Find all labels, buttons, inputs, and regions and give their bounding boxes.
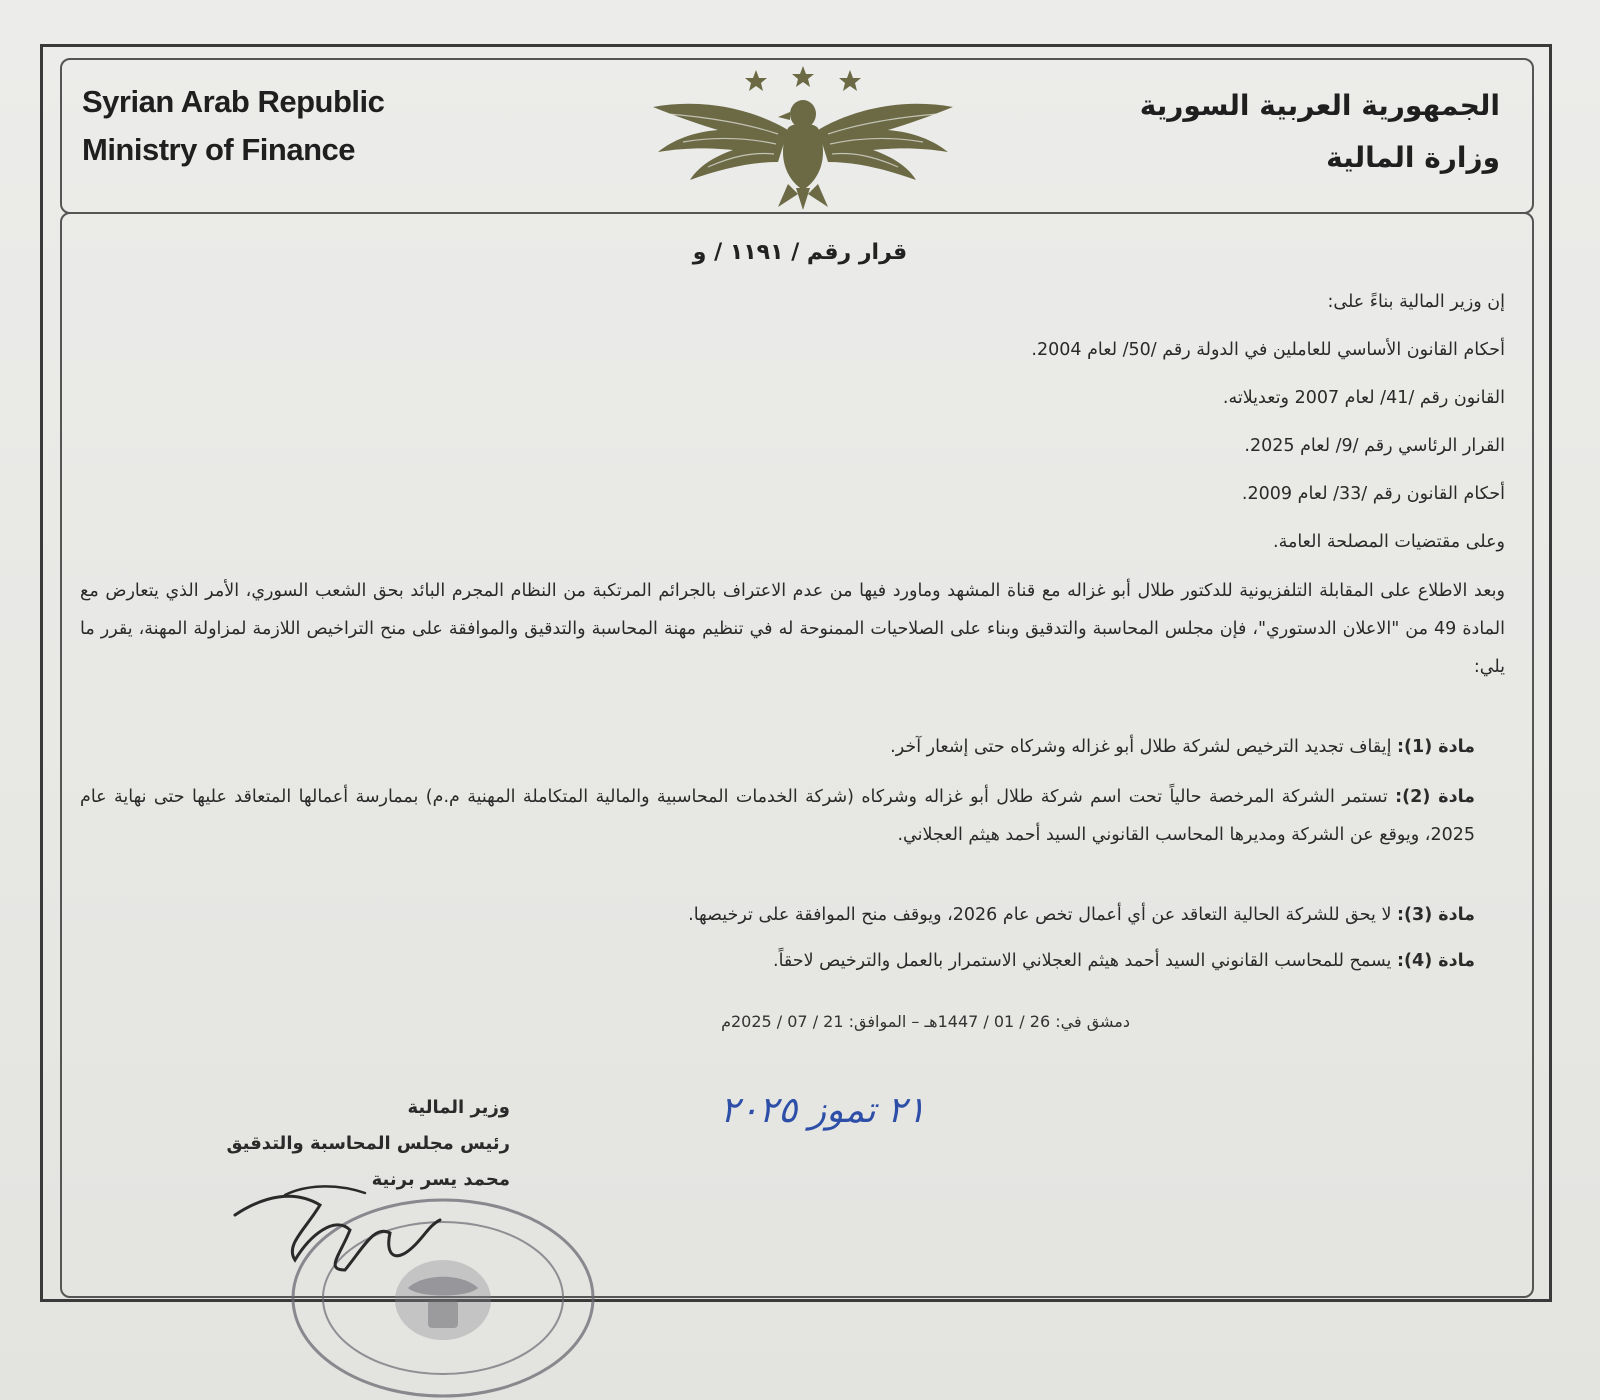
letterhead-arabic — [1140, 80, 1500, 184]
letterhead-english — [82, 78, 384, 174]
article-3 — [80, 896, 1475, 934]
preamble-paragraph: وبعد الاطلاع على المقابلة التلفزيونية للدكتور طلال أبو غزاله مع قناة المشهد وماورد فيها من عدم الاعتراف بالجرائم المرتكبة من النظام المجرم البائد بحق الشعب السوري، الأمر الذي يتعارض مع المادة 49 من "الاعلان الدستوري"، فإن مجلس المحاسبة والتدقيق وبناء على الصلاحيات الممنوحة له في تنظيم مهنة المحاسبة والتدقيق والموافقة على منح التراخيص اللازمة لمزاولة المهنة، يقرر ما يلي: — [80, 581, 1505, 677]
article-text: لا يحق للشركة الحالية التعاقد عن أي أعمال تخص عام 2026، ويوقف منح الموافقة على ترخيصها. — [688, 905, 1397, 925]
reference-2: القانون رقم /41/ لعام 2007 وتعديلاته. — [1222, 388, 1505, 408]
handwritten-date: ٢١ تموز ٢٠٢٥ — [720, 1090, 926, 1131]
article-text: إيقاف تجديد الترخيص لشركة طلال أبو غزاله وشركاه حتى إشعار آخر. — [890, 737, 1397, 757]
intro-line: إن وزير المالية بناءً على: — [1327, 292, 1505, 312]
article-2 — [80, 778, 1475, 854]
country-name-ar: الجمهورية العربية السورية — [1139, 89, 1500, 122]
decision-number: قرار رقم / ١١٩١ / و — [692, 240, 908, 265]
country-name-en: Syrian Arab Republic — [82, 84, 385, 119]
article-text: يسمح للمحاسب القانوني السيد أحمد هيثم العجلاني الاستمرار بالعمل والترخيص لاحقاً. — [773, 951, 1397, 971]
article-label: مادة (3): — [1397, 905, 1475, 925]
ministry-name-ar: وزارة المالية — [1326, 141, 1500, 174]
ministry-name-en: Ministry of Finance — [82, 132, 355, 167]
signatory-title: وزير المالية — [407, 1097, 510, 1118]
article-label: مادة (4): — [1397, 951, 1475, 971]
reference-5: وعلى مقتضيات المصلحة العامة. — [1273, 532, 1505, 552]
signatory-name: محمد يسر برنية — [371, 1169, 510, 1190]
issue-date: دمشق في: 26 / 01 / 1447هـ – الموافق: 21 / 07 / 2025م — [721, 1012, 1130, 1031]
article-1 — [380, 728, 1475, 766]
decision-body — [80, 288, 1505, 988]
article-4 — [80, 942, 1475, 980]
article-label: مادة (1): — [1397, 737, 1475, 757]
article-label: مادة (2): — [1395, 787, 1475, 807]
article-text: تستمر الشركة المرخصة حالياً تحت اسم شركة طلال أبو غزاله وشركاه (شركة الخدمات المحاسبية والمالية المتكاملة المهنية م.م) بممارسة أعمالها المتعاقد عليها حتى نهاية عام 2025، ويوقع عن الشركة ومديرها المحاسب القانوني السيد أحمد هيثم العجلاني. — [80, 787, 1475, 845]
reference-1: أحكام القانون الأساسي للعاملين في الدولة رقم /50/ لعام 2004. — [1031, 340, 1505, 360]
reference-4: أحكام القانون رقم /33/ لعام 2009. — [1241, 484, 1505, 504]
handwritten-signature-icon — [225, 1175, 445, 1285]
eagle-emblem-icon — [638, 62, 968, 212]
signatory-subtitle: رئيس مجلس المحاسبة والتدقيق — [226, 1133, 510, 1154]
reference-3: القرار الرئاسي رقم /9/ لعام 2025. — [1244, 436, 1505, 456]
